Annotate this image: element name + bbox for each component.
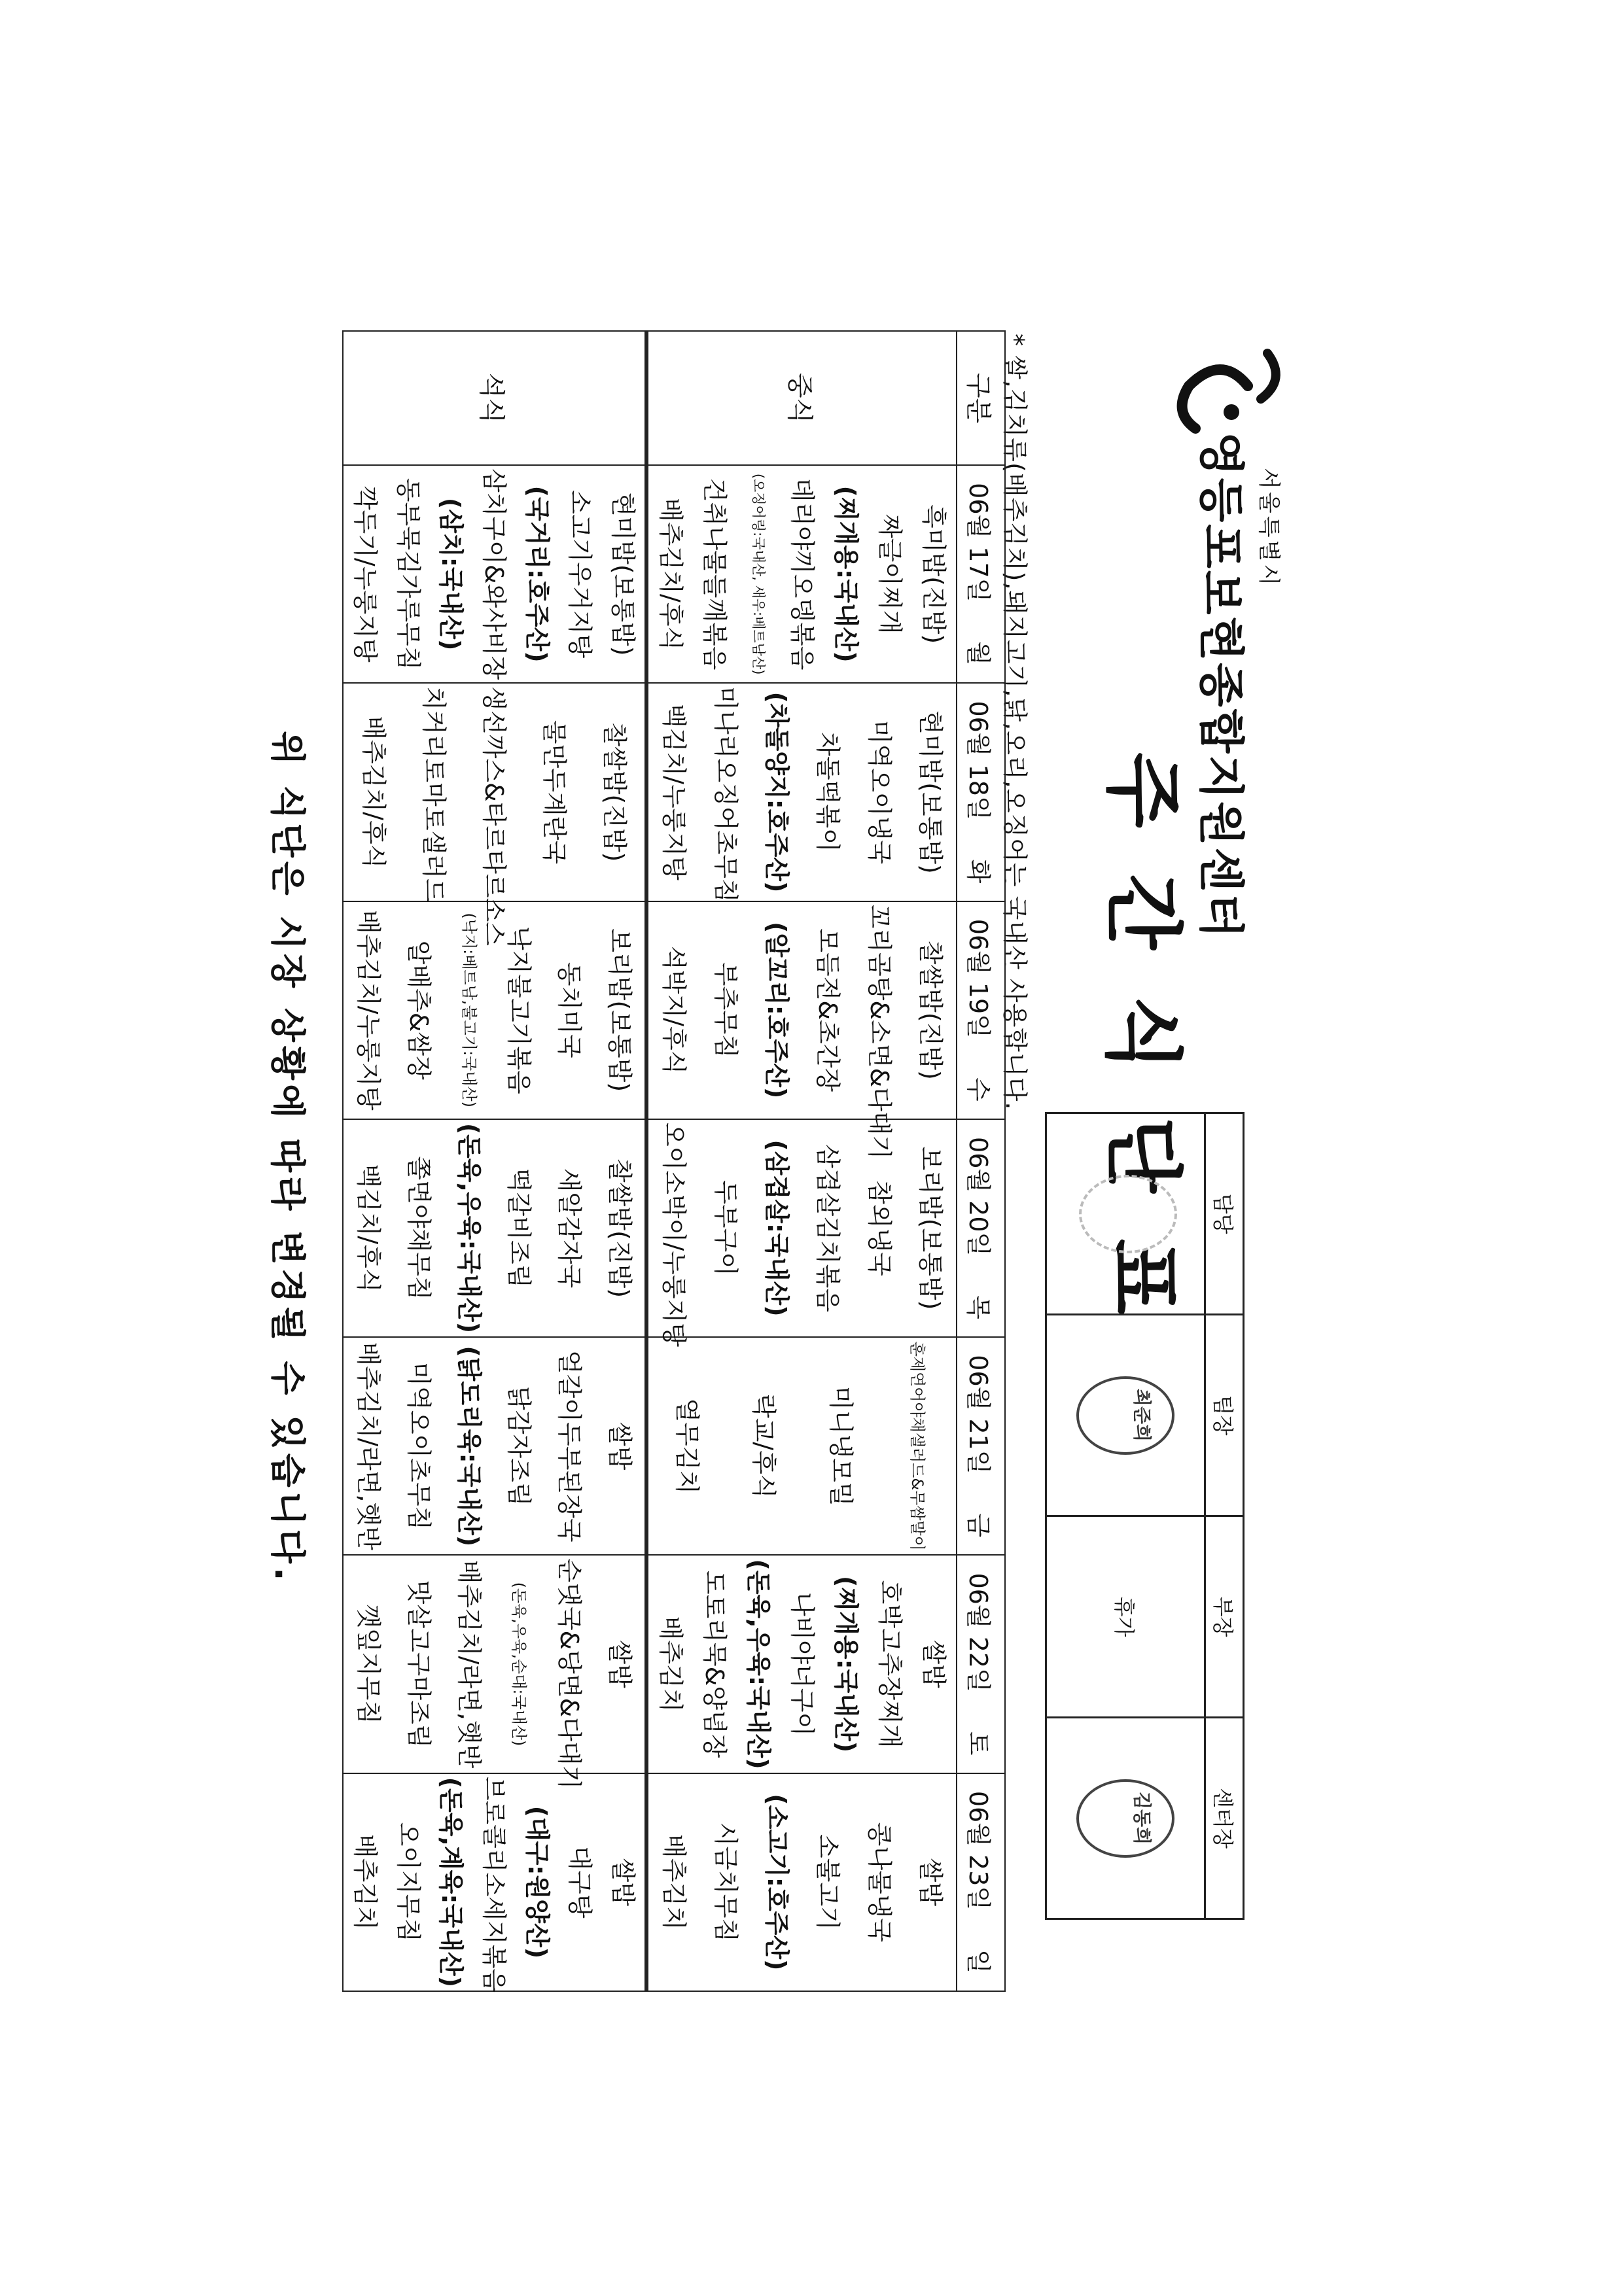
day-date: 06월 17일 bbox=[964, 483, 993, 602]
lunch-menu-cell bbox=[646, 1555, 957, 1773]
lunch-menu-cell bbox=[646, 1337, 957, 1555]
menu-item: 찰쌀밥(진밥) bbox=[600, 722, 629, 862]
day-header bbox=[957, 1773, 1005, 1991]
menu-item: 백김치/누룽지탕 bbox=[660, 704, 689, 880]
menu-item: 동치미국 bbox=[555, 962, 584, 1058]
day-date: 06월 23일 bbox=[964, 1790, 993, 1911]
day-header bbox=[957, 901, 1005, 1119]
menu-item: 대구탕 bbox=[565, 1846, 595, 1919]
day-weekday: 금 bbox=[964, 1513, 993, 1538]
menu-item: 흑미밥(진밥) bbox=[919, 504, 949, 644]
menu-item: 락교/후식 bbox=[749, 1393, 779, 1499]
dinner-menu-cell bbox=[343, 465, 646, 683]
menu-item: 도토리묵&양념장 bbox=[699, 1570, 729, 1758]
day-weekday: 수 bbox=[964, 1077, 993, 1102]
logo-subtitle: 서울특별시 bbox=[1256, 468, 1282, 589]
day-weekday: 토 bbox=[964, 1731, 993, 1756]
menu-item: 배추김치/후식 bbox=[359, 716, 388, 869]
approval-box bbox=[1045, 1112, 1244, 1920]
menu-item: (돈육,우육,순대:국내산) bbox=[510, 1582, 529, 1747]
menu-item: (찌개용:국내산) bbox=[832, 1575, 861, 1753]
day-header bbox=[957, 683, 1005, 901]
menu-header-row bbox=[957, 331, 1005, 1991]
logo-mark-icon bbox=[1169, 340, 1294, 438]
menu-item: 배추김치 bbox=[660, 1834, 689, 1930]
menu-item: 석박지/후식 bbox=[660, 946, 689, 1075]
dinner-menu-cell bbox=[343, 1773, 646, 1991]
dinner-menu-cell bbox=[343, 1119, 646, 1337]
menu-item: 보리밥(보통밥) bbox=[605, 928, 634, 1092]
menu-item: 미나리오징어초무침 bbox=[711, 686, 740, 903]
lunch-row bbox=[646, 331, 957, 1991]
lunch-menu-cell bbox=[646, 465, 957, 683]
menu-item: 생선까스&타르타르소스 bbox=[480, 686, 508, 946]
menu-item: (국거리:호주산) bbox=[522, 485, 552, 663]
menu-item: (삼겹살:국내산) bbox=[762, 1139, 791, 1317]
approval-director-sign bbox=[1046, 1718, 1205, 1919]
menu-item: (돈육,계육:국내산) bbox=[436, 1777, 466, 1987]
menu-item: 차돌떡볶이 bbox=[813, 732, 843, 852]
menu-item: (알꼬리:호주산) bbox=[762, 922, 791, 1099]
footer-notice: 위 식단은 시장 상황에 따라 변경될 수 있습니다. bbox=[267, 731, 308, 1585]
menu-item: 백김치/후식 bbox=[354, 1164, 383, 1293]
day-date: 06월 20일 bbox=[964, 1137, 993, 1257]
approval-header-staff: 담당 bbox=[1205, 1113, 1244, 1315]
menu-item: (소고기:호주산) bbox=[762, 1794, 791, 1971]
menu-item: 찰쌀밥(진밥) bbox=[605, 1158, 634, 1298]
menu-item: (돈육,우육:국내산) bbox=[454, 1122, 484, 1334]
team-lead-seal: 최준희 bbox=[1076, 1376, 1174, 1455]
menu-item: 시금치무침 bbox=[711, 1822, 740, 1943]
menu-item: 소불고기 bbox=[813, 1834, 843, 1930]
approval-header-manager: 부장 bbox=[1205, 1516, 1244, 1718]
menu-item: 떡갈비조림 bbox=[504, 1168, 534, 1289]
menu-item: 현미밥(보통밥) bbox=[915, 710, 945, 874]
menu-item: 얼갈이두부된장국 bbox=[555, 1349, 584, 1542]
menu-item: (대구:원양산) bbox=[522, 1805, 552, 1959]
menu-item: 오이지무침 bbox=[393, 1822, 423, 1943]
menu-item: (돈육,우육:국내산) bbox=[743, 1559, 773, 1769]
menu-item: 꼬리곰탕&소면&다대기 bbox=[864, 904, 894, 1160]
menu-item: 호박고추장찌개 bbox=[875, 1580, 905, 1748]
dinner-menu-cell bbox=[343, 683, 646, 946]
origin-note: * 쌀,김치류(배추김치),돼지고기,닭,오리,오징어는 국내산 사용합니다. bbox=[1000, 334, 1029, 1111]
faint-seal-icon bbox=[1079, 1175, 1177, 1253]
menu-item: 쌀밥 bbox=[919, 1640, 949, 1688]
approval-team-lead-sign bbox=[1046, 1315, 1205, 1516]
menu-item: 소고기우거지탕 bbox=[565, 490, 595, 659]
menu-item: 새알감자국 bbox=[555, 1168, 584, 1289]
dinner-menu-cell bbox=[343, 1555, 646, 1790]
menu-item: 쌀밥 bbox=[605, 1422, 634, 1470]
menu-item: 동부묵김가루무침 bbox=[393, 478, 423, 670]
menu-item: 깍두기/누룽지탕 bbox=[350, 485, 380, 663]
menu-item: 순댓국&당면&다대기 bbox=[555, 1558, 584, 1790]
menu-item: 쌀밥 bbox=[915, 1858, 945, 1907]
day-header bbox=[957, 465, 1005, 683]
menu-item: 건취나물들깨볶음 bbox=[699, 478, 729, 670]
day-weekday: 일 bbox=[964, 1949, 993, 1974]
dinner-menu-cell bbox=[343, 1337, 646, 1555]
logo-name: 영등포보현종합지원센터 bbox=[1194, 432, 1248, 940]
corner-label: 구분 bbox=[957, 331, 1005, 465]
menu-item: 쫄면야채무침 bbox=[404, 1156, 434, 1300]
menu-item: 미니냉모밀 bbox=[826, 1385, 855, 1506]
day-header bbox=[957, 1337, 1005, 1555]
day-date: 06월 19일 bbox=[964, 918, 993, 1038]
menu-item: 오이소박이/누룽지탕 bbox=[660, 1122, 689, 1348]
lunch-menu-cell bbox=[646, 683, 957, 901]
lunch-label: 중식 bbox=[646, 331, 957, 465]
menu-item: 훈제연어야채샐러드&무쌈말이 bbox=[908, 1341, 927, 1551]
menu-item: 배추김치/누룽지탕 bbox=[354, 909, 383, 1111]
menu-item: 배추김치 bbox=[350, 1834, 380, 1930]
menu-item: 미역오이냉국 bbox=[864, 720, 894, 865]
menu-item: 현미밥(보통밥) bbox=[609, 492, 638, 656]
menu-item: 부추무침 bbox=[711, 962, 740, 1058]
menu-item: 배추김치/후식 bbox=[656, 498, 685, 651]
menu-item: 쌀밥 bbox=[605, 1640, 634, 1688]
menu-item: (낙지:베트남,불고기:국내산) bbox=[459, 913, 478, 1107]
menu-item: 열무김치 bbox=[672, 1398, 701, 1495]
menu-item: 보리밥(보통밥) bbox=[915, 1146, 945, 1310]
menu-item: 배추김치/라면,햇반 bbox=[354, 1342, 383, 1551]
menu-item: 치커리토마토샐러드 bbox=[419, 686, 448, 903]
day-header bbox=[957, 1555, 1005, 1773]
menu-item: (찌개용:국내산) bbox=[832, 485, 861, 663]
dinner-label: 석식 bbox=[343, 331, 646, 465]
menu-table bbox=[342, 330, 1006, 1992]
menu-item: 닭감자조림 bbox=[504, 1385, 534, 1506]
menu-item: 쌀밥 bbox=[609, 1858, 638, 1907]
menu-item: 두부구이 bbox=[711, 1180, 740, 1276]
menu-item: (차돌양지:호주산) bbox=[762, 691, 791, 893]
approval-manager-sign: 휴가 bbox=[1046, 1516, 1205, 1718]
day-date: 06월 22일 bbox=[964, 1573, 993, 1692]
menu-item: 배추김치 bbox=[656, 1616, 685, 1713]
menu-item: 브로콜리소세지볶음 bbox=[480, 1776, 509, 1993]
menu-item: (닭도리육:국내산) bbox=[454, 1346, 484, 1547]
approval-header-team-lead: 팀장 bbox=[1205, 1315, 1244, 1516]
menu-item: 나비야너구이 bbox=[788, 1592, 817, 1737]
menu-item: (삼치:국내산) bbox=[436, 497, 466, 651]
menu-item: 배추김치/라면,햇반 bbox=[454, 1559, 484, 1769]
menu-item: 알배추&쌈장 bbox=[404, 940, 434, 1080]
lunch-menu-cell bbox=[646, 1773, 957, 1991]
day-date: 06월 18일 bbox=[964, 701, 993, 820]
menu-item: 낙지불고기볶음 bbox=[504, 926, 534, 1094]
day-weekday: 월 bbox=[964, 641, 993, 666]
day-weekday: 목 bbox=[964, 1295, 993, 1319]
menu-item: 삼겹살김치볶음 bbox=[813, 1144, 843, 1312]
day-header bbox=[957, 1119, 1005, 1337]
day-date: 06월 21일 bbox=[964, 1355, 993, 1474]
menu-item: (오징어링:국내산, 새우:베트남산) bbox=[750, 473, 766, 675]
menu-item: 미역오이초무침 bbox=[404, 1362, 434, 1531]
dinner-row bbox=[343, 331, 646, 1991]
menu-item: 깻잎지무침 bbox=[354, 1604, 383, 1724]
menu-item: 참외냉국 bbox=[864, 1180, 894, 1276]
lunch-menu-cell bbox=[646, 1119, 957, 1348]
menu-item: 찰쌀밥(진밥) bbox=[915, 940, 945, 1080]
menu-item: 맛살고구마조림 bbox=[404, 1580, 434, 1748]
menu-item: 물만두계란국 bbox=[540, 720, 569, 865]
lunch-menu-cell bbox=[646, 901, 957, 1160]
menu-item: 콩나물냉국 bbox=[864, 1822, 894, 1943]
director-seal: 김동희 bbox=[1076, 1779, 1174, 1858]
menu-item: 데리야끼오뎅볶음 bbox=[788, 478, 817, 670]
menu-item: 모듬전&초간장 bbox=[813, 928, 843, 1092]
menu-item: 삼치구이&와사비장 bbox=[480, 468, 509, 680]
page-title: 주간식단표 bbox=[1097, 752, 1188, 1361]
approval-header-director: 센터장 bbox=[1205, 1718, 1244, 1919]
day-weekday: 화 bbox=[964, 859, 993, 884]
approval-staff-sign bbox=[1046, 1113, 1205, 1315]
menu-item: 짜글이찌개 bbox=[875, 513, 905, 635]
